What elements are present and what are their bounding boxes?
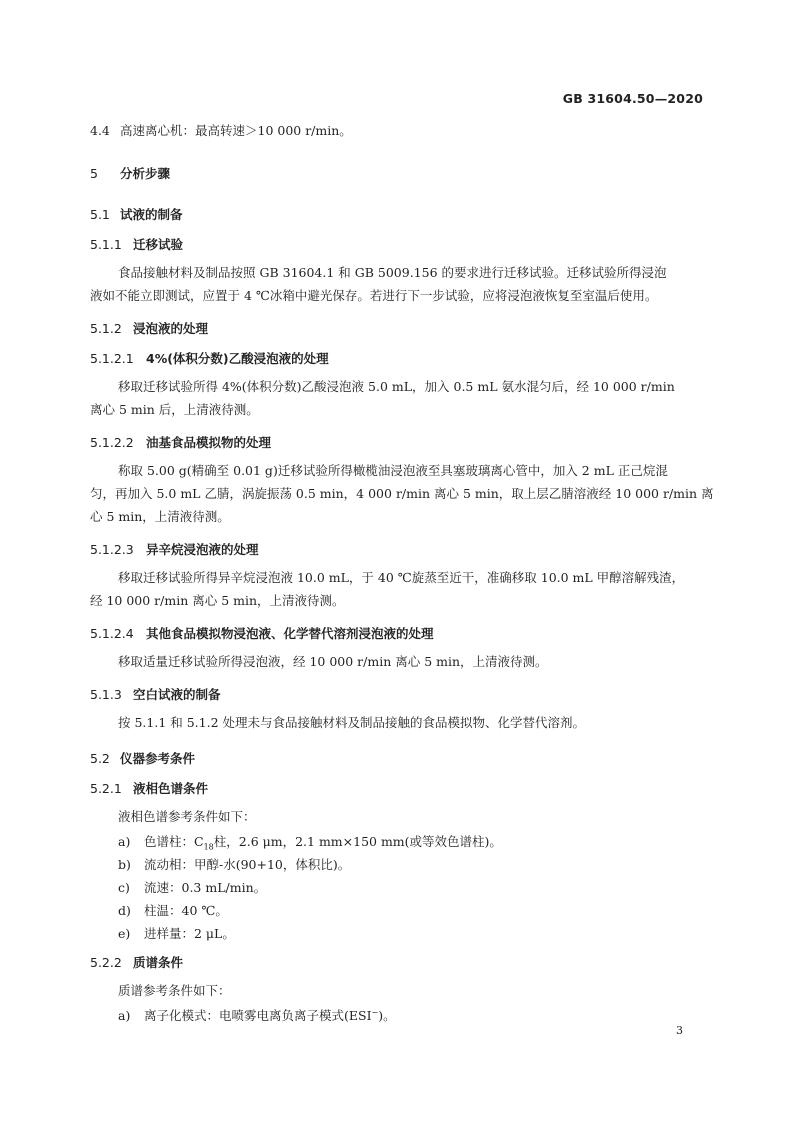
heading-5-1 <box>90 205 183 223</box>
heading-5-1-3 <box>90 685 221 703</box>
heading-title: 分析步骤 <box>120 166 171 181</box>
superscript: − <box>371 1007 379 1017</box>
list-item-label: e) <box>118 926 131 941</box>
paragraph-line: 经 10 000 r/min 离心 5 min，上清液待测。 <box>90 593 345 608</box>
list-intro: 质谱参考条件如下： <box>118 983 231 998</box>
standard-number: GB 31604.50—2020 <box>562 91 703 106</box>
list-item-text: 柱温：40 ℃。 <box>144 903 228 918</box>
list-item <box>118 924 235 942</box>
list-item-label: b) <box>118 857 131 872</box>
heading-number: 5.2 <box>90 751 110 766</box>
heading-number: 5.1.2 <box>90 321 122 336</box>
heading-title: 迁移试验 <box>133 237 184 252</box>
paragraph-line: 食品接触材料及制品按照 GB 31604.1 和 GB 5009.156 的要求进行迁移试验。迁移试验所得浸泡 <box>118 265 667 280</box>
list-item-text: 色谱柱：C <box>144 834 204 849</box>
list-intro: 液相色谱参考条件如下： <box>118 809 256 824</box>
heading-number: 5.1 <box>90 207 110 222</box>
heading-title: 仪器参考条件 <box>120 751 196 766</box>
list-item-label: a) <box>118 834 131 849</box>
heading-title: 其他食品模拟物浸泡液、化学替代溶剂浸泡液的处理 <box>146 626 434 641</box>
heading-5-1-2-1 <box>90 349 329 367</box>
heading-number: 5.1.1 <box>90 237 122 252</box>
heading-title: 浸泡液的处理 <box>133 321 209 336</box>
list-item-label: d) <box>118 903 131 918</box>
clause-number: 4.4 <box>90 123 110 138</box>
heading-title: 空白试液的制备 <box>133 687 221 702</box>
heading-number: 5.1.2.4 <box>90 626 134 641</box>
list-item <box>118 832 502 852</box>
paragraph-line: 按 5.1.1 和 5.1.2 处理未与食品接触材料及制品接触的食品模拟物、化学替代溶剂。 <box>118 715 586 730</box>
heading-number: 5.2.1 <box>90 781 122 796</box>
heading-5-1-2-4 <box>90 624 434 642</box>
heading-5-2-1 <box>90 779 208 797</box>
paragraph-line: 匀，再加入 5.0 mL 乙腈，涡旋振荡 0.5 min，4 000 r/min 离心 5 min，取上层乙腈溶液经 10 000 r/min 离 <box>90 486 714 501</box>
heading-5-2 <box>90 749 195 767</box>
list-item <box>118 855 350 873</box>
list-item-label: c) <box>118 880 130 895</box>
paragraph-line: 移取适量迁移试验所得浸泡液，经 10 000 r/min 离心 5 min，上清液待测。 <box>118 654 548 669</box>
heading-title: 质谱条件 <box>133 955 184 970</box>
list-item-text: )。 <box>378 1008 396 1023</box>
paragraph-line: 心 5 min，上清液待测。 <box>90 509 230 524</box>
list-item-text: 流速：0.3 mL/min。 <box>144 880 267 895</box>
list-item <box>118 901 228 919</box>
heading-title: 4%(体积分数)乙酸浸泡液的处理 <box>146 351 329 366</box>
paragraph-line: 离心 5 min 后，上清液待测。 <box>90 402 259 417</box>
list-item-text: 离子化模式：电喷雾电离负离子模式(ESI <box>144 1008 372 1023</box>
heading-number: 5.1.3 <box>90 687 122 702</box>
list-item <box>118 878 266 896</box>
heading-5-1-2-2 <box>90 433 271 451</box>
list-item-text: 进样量：2 μL。 <box>144 926 235 941</box>
paragraph-line: 液如不能立即测试，应置于 4 ℃冰箱中避光保存。若进行下一步试验，应将浸泡液恢复至室温后使用。 <box>90 288 658 303</box>
heading-number: 5.2.2 <box>90 955 122 970</box>
paragraph-line: 称取 5.00 g(精确至 0.01 g)迁移试验所得橄榄油浸泡液至具塞玻璃离心管中，加入 2 mL 正己烷混 <box>118 463 668 478</box>
heading-number: 5.1.2.2 <box>90 435 134 450</box>
heading-number: 5.1.2.1 <box>90 351 134 366</box>
clause-4-4 <box>90 123 352 139</box>
list-item-text: 柱，2.6 μm，2.1 mm×150 mm(或等效色谱柱)。 <box>213 834 502 849</box>
heading-5 <box>90 164 170 182</box>
heading-5-1-2 <box>90 319 208 337</box>
page-number: 3 <box>676 1024 683 1037</box>
list-item <box>118 1006 396 1024</box>
paragraph-line: 移取迁移试验所得 4%(体积分数)乙酸浸泡液 5.0 mL，加入 0.5 mL 氨水混匀后，经 10 000 r/min <box>118 379 675 394</box>
heading-title: 试液的制备 <box>120 207 183 222</box>
paragraph-line: 移取迁移试验所得异辛烷浸泡液 10.0 mL，于 40 ℃旋蒸至近干，准确移取 10.0 mL 甲醇溶解残渣， <box>118 570 685 585</box>
list-item-text: 流动相：甲醇-水(90+10，体积比)。 <box>144 857 351 872</box>
heading-number: 5 <box>90 166 98 181</box>
list-item-label: a) <box>118 1008 131 1023</box>
heading-5-1-1 <box>90 235 183 253</box>
heading-title: 液相色谱条件 <box>133 781 209 796</box>
heading-5-2-2 <box>90 953 183 971</box>
heading-title: 油基食品模拟物的处理 <box>146 435 272 450</box>
subscript: 18 <box>203 842 214 852</box>
heading-number: 5.1.2.3 <box>90 542 134 557</box>
heading-title: 异辛烷浸泡液的处理 <box>146 542 259 557</box>
clause-text: 高速离心机：最高转速＞10 000 r/min。 <box>120 123 352 138</box>
heading-5-1-2-3 <box>90 540 259 558</box>
